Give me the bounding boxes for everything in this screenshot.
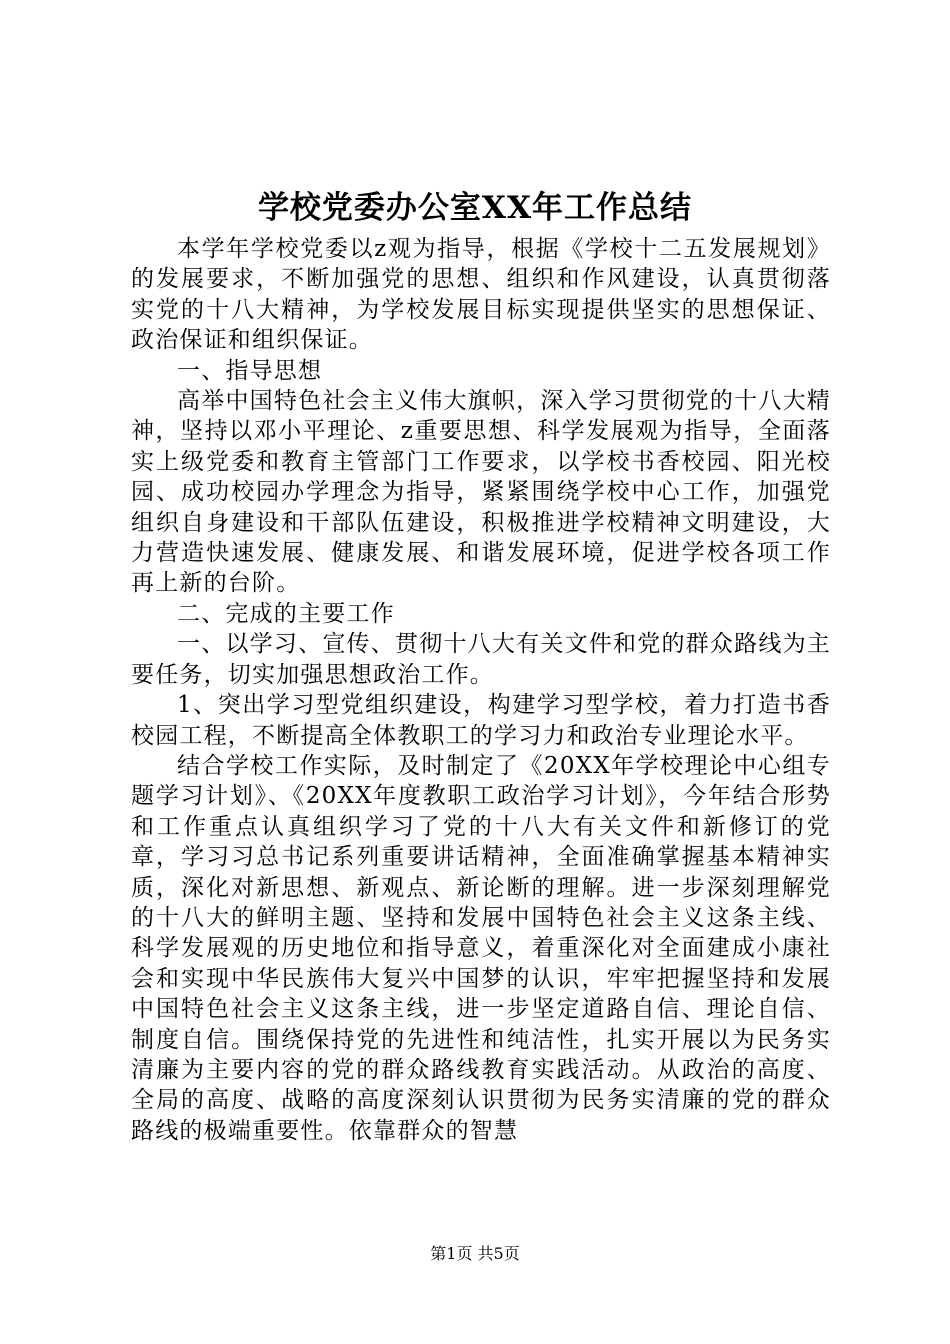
main-work-subitem-1: 1、突出学习型党组织建设，构建学习型学校，着力打造书香校园工程，不断提高全体教职工的学习力和政治专业理论水平。 — [131, 692, 831, 749]
study-plan-paragraph: 结合学校工作实际，及时制定了《20XX年学校理论中心组专题学习计划》、《20XX年度教职工政治学习计划》，今年结合形势和工作重点认真组织学习了党的十八大有关文件和新修订的党章，学习习总书记系列重要讲话精神，全面准确掌握基本精神实质，深化对新思想、新观点、新论断的理解。进一步深刻理解党的十八大的鲜明主题、坚持和发展中国特色社会主义这条主线、科学发展观的历史地位和指导意义，着重深化对全面建成小康社会和实现中华民族伟大复兴中国梦的认识，牢牢把握坚持和发展中国特色社会主义这条主线，进一步坚定道路自信、理论自信、制度自信。围绕保持党的先进性和纯洁性，扎实开展以为民务实清廉为主要内容的党的群众路线教育实践活动。从政治的高度、全局的高度、战略的高度深刻认识贯彻为民务实清廉的党的群众路线的极端重要性。依靠群众的智慧 — [131, 752, 831, 1144]
document-title: 学校党委办公室XX年工作总结 — [257, 190, 693, 226]
document-body — [131, 234, 831, 1146]
section-heading-main-work: 二、完成的主要工作 — [177, 600, 395, 627]
guiding-ideology-paragraph: 高举中国特色社会主义伟大旗帜，深入学习贯彻党的十八大精神，坚持以邓小平理论、z重要思想、科学发展观为指导，全面落实上级党委和教育主管部门工作要求，以学校书香校园、阳光校园、成功校园办学理念为指导，紧紧围绕学校中心工作，加强党组织自身建设和干部队伍建设，积极推进学校精神文明建设，大力营造快速发展、健康发展、和谐发展环境，促进学校各项工作再上新的台阶。 — [131, 388, 831, 597]
main-work-item-1: 一、以学习、宣传、贯彻十八大有关文件和党的群众路线为主要任务，切实加强思想政治工作。 — [131, 631, 831, 688]
section-heading-guiding-ideology: 一、指导思想 — [177, 357, 323, 384]
page-footer: 第1页 共5页 — [430, 1244, 520, 1263]
intro-paragraph: 本学年学校党委以z观为指导，根据《学校十二五发展规划》的发展要求，不断加强党的思想、组织和作风建设，认真贯彻落实党的十八大精神，为学校发展目标实现提供坚实的思想保证、政治保证和组织保证。 — [131, 236, 831, 354]
